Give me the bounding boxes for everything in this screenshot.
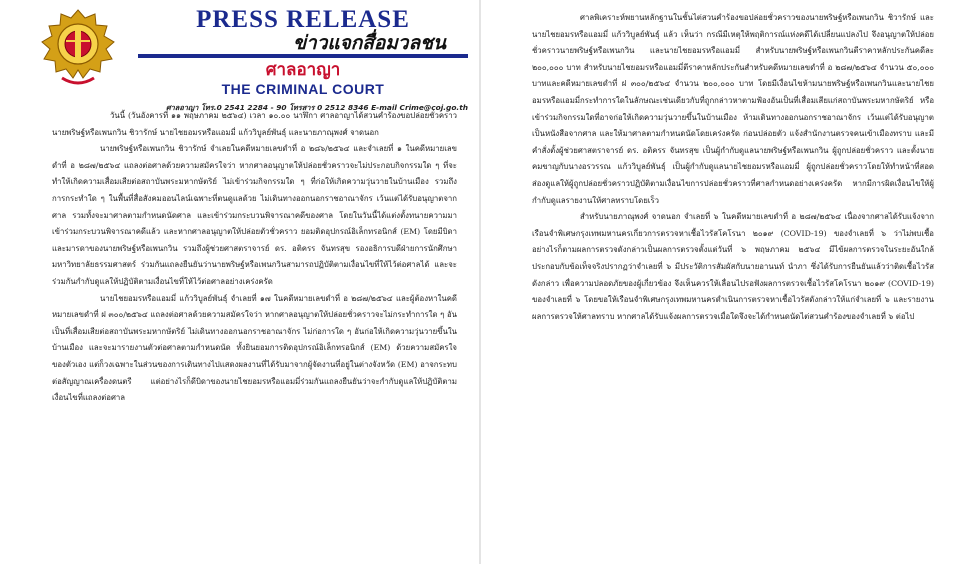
right-body-text: [532, 10, 934, 325]
date-paragraph: วันนี้ (วันอังคารที่ ๑๑ พฤษภาคม ๒๕๖๔) เวลา ๑๐.๐๐ นาฬิกา ศาลอาญาได้สวนคำร้องขอปล่อยชั่วคราวนายพริษฐ์หรือเพนกวิน ชิวารักษ์ นายไชยอมรหรือแอมมี่ แก้ววิบูลย์พันธุ์ และนายภาณุพงศ์ จาดนอก: [52, 111, 457, 137]
press-release-title: PRESS RELEASE: [196, 6, 410, 33]
thai-press-title: ข่าวแจกสื่อมวลชน: [293, 32, 446, 54]
court-ruling-paragraph: ศาลพิเคราะห์พยานหลักฐานในชั้นไต่สวนคำร้องขอปล่อยชั่วคราวของนายพริษฐ์หรือเพนกวิน ชิวารักษ์ และนายไชยอมรหรือแอมมี่ แก้ววิบูลย์พันธุ์ แล้ว เห็นว่า กรณีมีเหตุให้พฤติการณ์แห่งคดีได้เปลี่ยนแปลงไป จึงอนุญาตให้ปล่อยชั่วคราวนายพริษฐ์หรือเพนกวิน และนายไชยอมรหรือแอมมี่ สำหรับนายพริษฐ์หรือเพนกวินตีราคาหลักประกันคดีละ ๒๐๐,๐๐๐ บาท สำหรับนายไชยอมรหรือแอมมี่ตีราคาหลักประกันสำหรับคดีหมายเลขดำที่ อ ๒๘๗/๒๕๖๔ จำนวน ๕๐,๐๐๐ บาทและคดีหมายเลขดำที่ ฝ ๓๐๐/๒๕๖๔ จำนวน ๒๐๐,๐๐๐ บาท โดยมีเงื่อนไขห้ามนายพริษฐ์หรือเพนกวินและนายไชยอมรหรือแอมมี่กระทำการใดในลักษณะเช่นเดียวกับที่ถูกกล่าวหาตามฟ้องอันเป็นที่เสื่อมเสียแก่สถาบันพระมหากษัตริย์ หรือเข้าร่วมกิจกรรมใดที่อาจก่อให้เกิดความวุ่นวายขึ้นในบ้านเมือง ห้ามเดินทางออกนอกราชอาณาจักร เว้นแต่ได้รับอนุญาตเป็นหนังสือจากศาล และให้มาศาลตามกำหนดนัดโดยเคร่งครัด ก่อนปล่อยตัว แจ้งสำนักงานตรวจคนเข้าเมืองทราบ และมีคำสั่งตั้งผู้ช่วยศาสตราจารย์ ดร. อติครร จันทรสุข เป็นผู้กำกับดูแลนายพริษฐ์หรือเพนกวิน ผู้ถูกปล่อยชั่วคราว และตั้งนายคมขาญกับนางอรวรรณ แก้ววิบูลย์พันธุ์ เป็นผู้กำกับดูแลนายไชยอมรหรือแอมมี่ ผู้ถูกปล่อยชั่วคราวโดยให้ทำหน้าที่สอดส่องดูแลให้ผู้ถูกปล่อยชั่วคราวปฏิบัติตามเงื่อนไขการปล่อยชั่วคราวที่ศาลกำหนดอย่างเคร่งครัด หากมีการผิดเงื่อนไขให้ผู้กำกับดูแลรายงานให้ศาลทราบโดยเร็ว: [532, 13, 934, 205]
panupong-paragraph: สำหรับนายภาณุพงศ์ จาดนอก จำเลยที่ ๖ ในคดีหมายเลขดำที่ อ ๒๘๗/๒๕๖๔ เนื่องจากศาลได้รับแจ้งจากเรือนจำพิเศษกรุงเทพมหานครเกี่ยวการตรวจหาเชื้อไวรัสโคโรนา ๒๐๑๙ (COVID-19) ของจำเลยที่ ๖ ว่าไม่พบเชื้อ อย่างไรก็ตามผลการตรวจดังกล่าวเป็นผลการตรวจตั้งแต่วันที่ ๖ พฤษภาคม ๒๕๖๔ มีไข้ผลการตรวจในระยะอันใกล้ ประกอบกับข้อเท็จจริงปรากฏว่าจำเลยที่ ๖ มีประวัติการสัมผัสกับนายอานนท์ นำภา ซึ่งได้รับการยืนยันแล้วว่าติดเชื้อไวรัสดังกล่าว เพื่อความปลอดภัยของผู้เกี่ยวข้อง จึงเห็นควรให้เลื่อนไปรอฟังผลการตรวจเชื้อไวรัสโคโรนา ๒๐๑๙ (COVID-19) ของจำเลยที่ ๖ โดยขอให้เรือนจำพิเศษกรุงเทพมหานครดำเนินการตรวจหาเชื้อไวรัสดังกล่าวให้แก่จำเลยที่ ๖ และรายงานผลการตรวจให้ศาลทราบ หากศาลได้รับแจ้งผลการตรวจเมื่อใดจึงจะได้กำหนดนัดไต่สวนคำร้องของจำเลยที่ ๖ ต่อไป: [532, 212, 934, 321]
penguin-statement-paragraph: นายพริษฐ์หรือเพนกวิน ชิวารักษ์ จำเลยในคดีหมายเลขดำที่ อ ๒๘๖/๒๕๖๔ และจำเลยที่ ๑ ในคดีหมายเลขดำที่ อ ๒๘๗/๒๕๖๔ แถลงต่อศาลด้วยความสมัครใจว่า หากศาลอนุญาตให้ปล่อยชั่วคราวจะไม่ประกอบกิจกรรมใด ๆ ที่จะทำให้เกิดความเสื่อมเสียต่อสถาบันพระมหากษัตริย์ ไม่เข้าร่วมกิจกรรมใด ๆ ที่ก่อให้เกิดความวุ่นวายในบ้านเมือง รวมถึงการกระทำใด ๆ ในพื้นที่สื่อสังคมออนไลน์เฉพาะที่ตนดูแลด้วย ไม่เดินทางออกนอกราชอาณาจักร เว้นแต่ได้รับอนุญาตจากศาล รวมทั้งจะมาศาลตามกำหนดนัดศาล และเข้าร่วมกระบวนพิจารณาคดีของศาล โดยในวันนี้ได้แต่งตั้งทนายความมาเข้าร่วมกระบวนพิจารณาคดีแล้ว และหากศาลอนุญาตให้ปล่อยตัวชั่วคราว ยอมติดอุปกรณ์อิเล็กทรอนิกส์ (EM) โดยมีบิดาและมารดาของนายพริษฐ์หรือเพนกวิน รวมถึงผู้ช่วยศาสตราจารย์ ดร. อติครร จันทรสุข รองอธิการบดีฝ่ายการนักศึกษา มหาวิทยาลัยธรรมศาสตร์ ร่วมกันแถลงยืนยันว่านายพริษฐ์หรือเพนกวินสามารถปฏิบัติตามเงื่อนไขที่ให้ไว้ต่อศาลได้ และจะร่วมกันกำกับดูแลให้ปฏิบัติตามเงื่อนไขที่ให้ไว้ต่อศาลอย่างเคร่งครัด: [52, 144, 457, 286]
ammy-statement-paragraph: นายไชยอมรหรือแอมมี่ แก้ววิบูลย์พันธุ์ จำเลยที่ ๑๗ ในคดีหมายเลขดำที่ อ ๒๘๗/๒๕๖๔ และผู้ต้องหาในคดีหมายเลขดำที่ ฝ ๓๐๐/๒๕๖๔ แถลงต่อศาลด้วยความสมัครใจว่า หากศาลอนุญาตให้ปล่อยชั่วคราวจะไม่กระทำการใด ๆ อันเป็นที่เสื่อมเสียต่อสถาบันพระมหากษัตริย์ ไม่เดินทางออกนอกราชอาณาจักร ไม่ก่อการใด ๆ อันก่อให้เกิดความวุ่นวายขึ้นในบ้านเมือง และจะมารายงานตัวต่อศาลตามกำหนดนัด ทั้งยินยอมการติดอุปกรณ์อิเล็กทรอนิกส์ (EM) ด้วยความสมัครใจของตัวเอง แต่ก็วงเฉพาะในส่วนของการเดินทางไปแสดงผลงานที่ได้รับมาจากผู้จัดงานที่อยู่ในต่างจังหวัด (EM) อาจกระทบต่อสัญญาณเครื่องดนตรี แต่อย่างไรก็ดีบิดาของนายไชยอมรหรือแอมมี่ร่วมกันแถลงยืนยันว่าจะกำกับดูแลให้ปฏิบัติตามเงื่อนไขที่แถลงต่อศาล: [52, 293, 457, 403]
press-release-header: [28, 6, 468, 112]
left-page: [0, 0, 478, 564]
page-divider: [479, 0, 481, 564]
court-seal-icon: [38, 8, 118, 88]
left-body-text: [52, 108, 457, 407]
header-text-block: [138, 6, 468, 114]
court-name-english: THE CRIMINAL COURT: [221, 81, 385, 97]
contact-line: ศาลอาญา โทร.0 2541 2284 - 90 โทรสาร 0 2512 8346 E-mail Crime@coj.go.th: [165, 103, 468, 112]
header-divider: [138, 54, 468, 58]
right-page: [482, 0, 960, 564]
court-name-thai: ศาลอาญา: [265, 60, 341, 80]
